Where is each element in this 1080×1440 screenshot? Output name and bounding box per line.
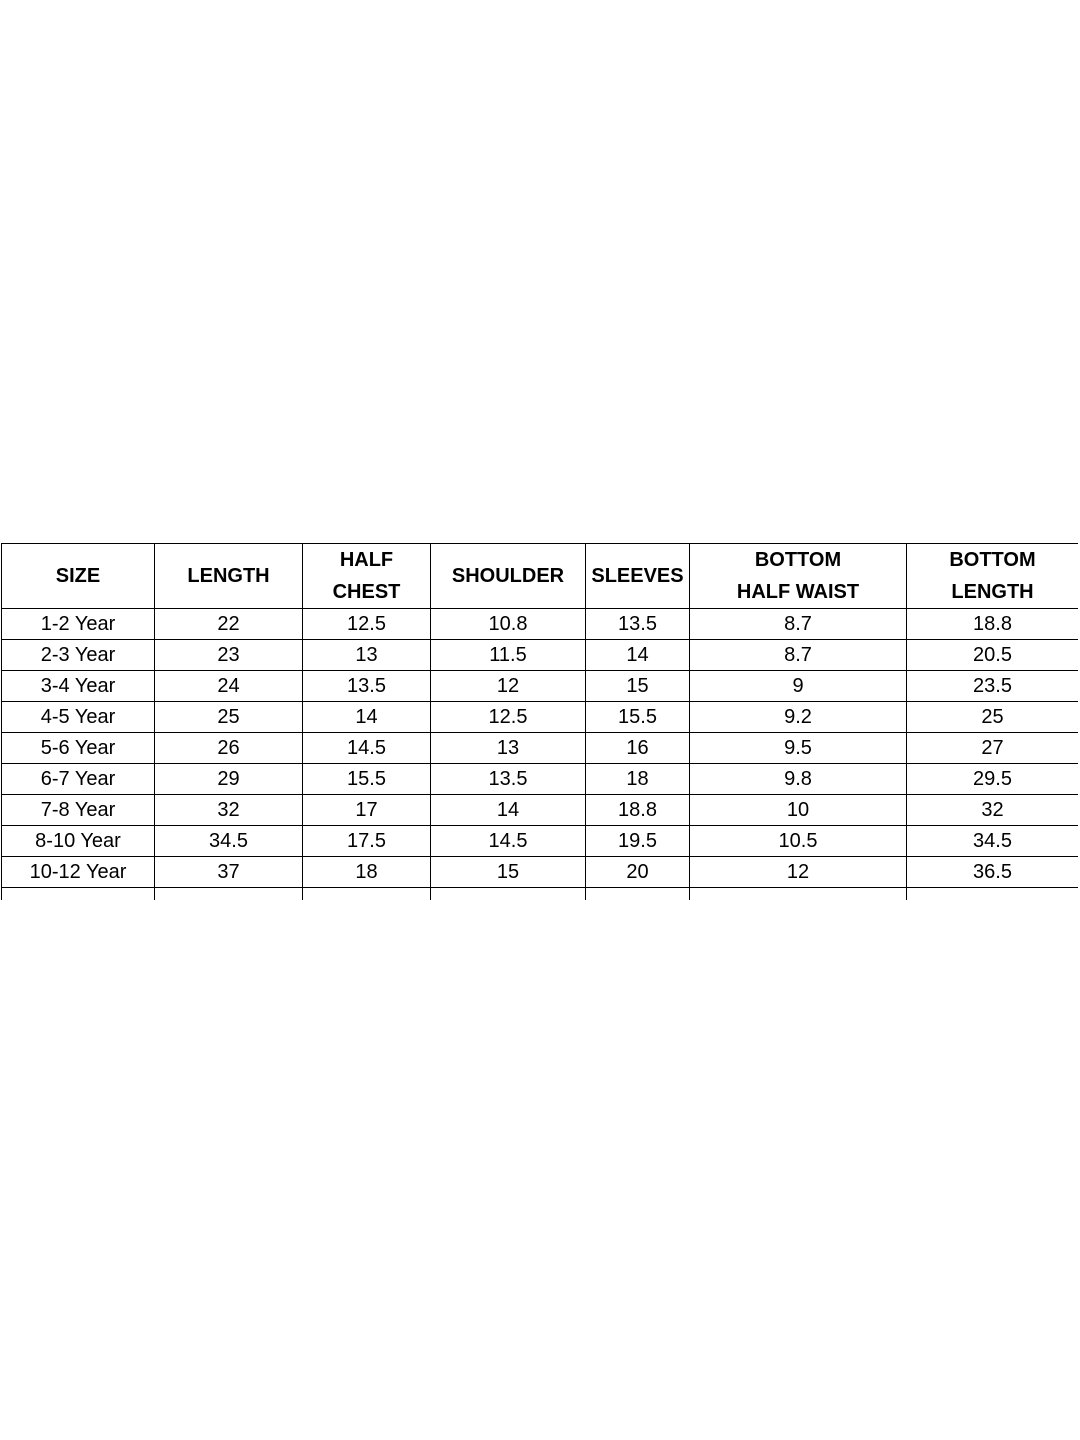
table-cell: 12 bbox=[690, 857, 907, 888]
table-cell: 32 bbox=[907, 795, 1079, 826]
table-row bbox=[2, 702, 1079, 733]
table-row bbox=[2, 671, 1079, 702]
table-cell: 18.8 bbox=[907, 609, 1079, 640]
table-cell: 29.5 bbox=[907, 764, 1079, 795]
table-cell: 26 bbox=[155, 733, 303, 764]
table-cell: 34.5 bbox=[155, 826, 303, 857]
table-cell: 15.5 bbox=[586, 702, 690, 733]
table-cell bbox=[907, 888, 1079, 901]
table-cell: 20 bbox=[586, 857, 690, 888]
table-cell: 13.5 bbox=[431, 764, 586, 795]
table-cell: 22 bbox=[155, 609, 303, 640]
table-cell: 12.5 bbox=[303, 609, 431, 640]
table-cell: 5-6 Year bbox=[2, 733, 155, 764]
table-cell: 16 bbox=[586, 733, 690, 764]
table-cell bbox=[155, 888, 303, 901]
table-cell bbox=[431, 888, 586, 901]
table-row bbox=[2, 733, 1079, 764]
table-cell: 34.5 bbox=[907, 826, 1079, 857]
table-cell: 15 bbox=[431, 857, 586, 888]
table-cell: 32 bbox=[155, 795, 303, 826]
table-cell: 8.7 bbox=[690, 640, 907, 671]
table-cell: 20.5 bbox=[907, 640, 1079, 671]
table-cell bbox=[690, 888, 907, 901]
table-cell: 9.8 bbox=[690, 764, 907, 795]
table-cell: 10.8 bbox=[431, 609, 586, 640]
table-cell: 10.5 bbox=[690, 826, 907, 857]
table-cell: 25 bbox=[155, 702, 303, 733]
table-row bbox=[2, 795, 1079, 826]
header-sleeves: SLEEVES bbox=[586, 544, 690, 609]
table-cell: 14 bbox=[586, 640, 690, 671]
table-cell: 3-4 Year bbox=[2, 671, 155, 702]
table-cell: 15 bbox=[586, 671, 690, 702]
table-cell: 18.8 bbox=[586, 795, 690, 826]
table-cell: 13 bbox=[431, 733, 586, 764]
table-cell: 24 bbox=[155, 671, 303, 702]
size-chart-body bbox=[2, 609, 1079, 901]
size-chart-header bbox=[2, 544, 1079, 609]
table-cell: 4-5 Year bbox=[2, 702, 155, 733]
table-cell: 8.7 bbox=[690, 609, 907, 640]
table-cell: 19.5 bbox=[586, 826, 690, 857]
table-cell: 23.5 bbox=[907, 671, 1079, 702]
table-cell: 13.5 bbox=[586, 609, 690, 640]
table-cell: 27 bbox=[907, 733, 1079, 764]
header-bottom-length: BOTTOM LENGTH bbox=[907, 544, 1079, 609]
table-cell: 2-3 Year bbox=[2, 640, 155, 671]
table-cell: 36.5 bbox=[907, 857, 1079, 888]
header-length: LENGTH bbox=[155, 544, 303, 609]
table-cell: 23 bbox=[155, 640, 303, 671]
table-cell: 14 bbox=[431, 795, 586, 826]
table-row bbox=[2, 826, 1079, 857]
table-cell: 1-2 Year bbox=[2, 609, 155, 640]
table-cell bbox=[2, 888, 155, 901]
table-cell: 10-12 Year bbox=[2, 857, 155, 888]
table-cell: 17 bbox=[303, 795, 431, 826]
table-row-cropped bbox=[2, 888, 1079, 901]
table-cell: 15.5 bbox=[303, 764, 431, 795]
table-cell: 6-7 Year bbox=[2, 764, 155, 795]
table-cell: 14 bbox=[303, 702, 431, 733]
table-cell: 14.5 bbox=[431, 826, 586, 857]
table-row bbox=[2, 857, 1079, 888]
table-cell: 18 bbox=[303, 857, 431, 888]
table-cell: 37 bbox=[155, 857, 303, 888]
table-cell: 9.5 bbox=[690, 733, 907, 764]
table-cell: 29 bbox=[155, 764, 303, 795]
header-size: SIZE bbox=[2, 544, 155, 609]
header-bottom-half-waist: BOTTOM HALF WAIST bbox=[690, 544, 907, 609]
table-cell: 12.5 bbox=[431, 702, 586, 733]
table-cell: 10 bbox=[690, 795, 907, 826]
header-row bbox=[2, 544, 1079, 609]
table-cell: 9 bbox=[690, 671, 907, 702]
header-half-chest: HALF CHEST bbox=[303, 544, 431, 609]
table-cell bbox=[303, 888, 431, 901]
table-cell: 11.5 bbox=[431, 640, 586, 671]
table-row bbox=[2, 764, 1079, 795]
table-cell: 18 bbox=[586, 764, 690, 795]
table-cell: 17.5 bbox=[303, 826, 431, 857]
table-cell: 7-8 Year bbox=[2, 795, 155, 826]
table-cell: 25 bbox=[907, 702, 1079, 733]
header-shoulder: SHOULDER bbox=[431, 544, 586, 609]
table-cell: 14.5 bbox=[303, 733, 431, 764]
table-cell: 12 bbox=[431, 671, 586, 702]
table-cell: 13 bbox=[303, 640, 431, 671]
size-chart-container bbox=[1, 543, 1078, 901]
table-row bbox=[2, 609, 1079, 640]
table-cell: 13.5 bbox=[303, 671, 431, 702]
size-chart-table bbox=[1, 543, 1078, 900]
table-cell bbox=[586, 888, 690, 901]
table-row bbox=[2, 640, 1079, 671]
table-cell: 9.2 bbox=[690, 702, 907, 733]
table-cell: 8-10 Year bbox=[2, 826, 155, 857]
